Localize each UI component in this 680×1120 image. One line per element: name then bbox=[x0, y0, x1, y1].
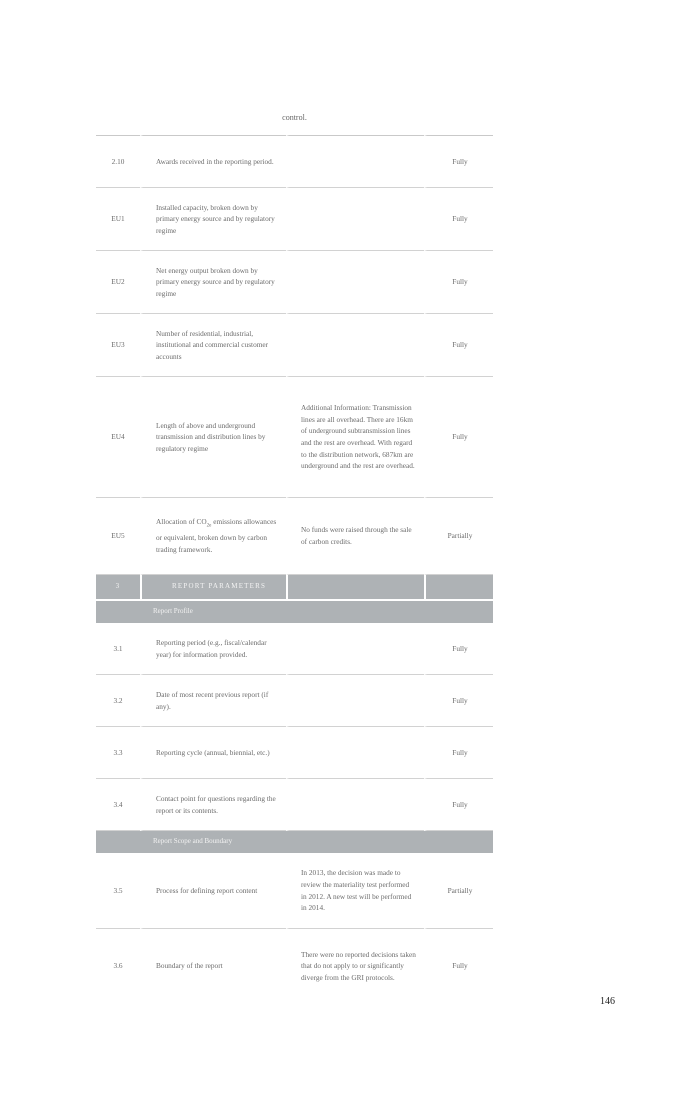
table-row bbox=[96, 377, 493, 498]
indicator-info bbox=[286, 188, 424, 251]
indicator-number: EU3 bbox=[96, 314, 140, 377]
reporting-status: Fully bbox=[424, 929, 493, 1003]
indicator-info: No funds were raised through the sale of carbon credits. bbox=[286, 498, 424, 575]
indicator-info bbox=[286, 727, 424, 779]
indicator-description: Reporting period (e.g., fiscal/calendar year) for information provided. bbox=[140, 623, 286, 675]
table-row bbox=[96, 727, 493, 779]
reporting-status: Fully bbox=[424, 188, 493, 251]
indicator-description bbox=[140, 498, 286, 575]
indicator-description: Awards received in the reporting period. bbox=[140, 135, 286, 188]
reporting-status: Fully bbox=[424, 623, 493, 675]
reporting-status: Fully bbox=[424, 251, 493, 314]
reporting-status: Fully bbox=[424, 675, 493, 727]
gri-index-table bbox=[96, 135, 493, 1003]
indicator-number: 3.1 bbox=[96, 623, 140, 675]
indicator-info bbox=[286, 779, 424, 831]
indicator-number: EU1 bbox=[96, 188, 140, 251]
indicator-number: 3.2 bbox=[96, 675, 140, 727]
indicator-description: Process for defining report content bbox=[140, 853, 286, 929]
table-row bbox=[96, 135, 493, 188]
indicator-number: 2.10 bbox=[96, 135, 140, 188]
indicator-description: Boundary of the report bbox=[140, 929, 286, 1003]
indicator-description: Installed capacity, broken down by primary energy source and by regulatory regime bbox=[140, 188, 286, 251]
indicator-description: Date of most recent previous report (if any). bbox=[140, 675, 286, 727]
reporting-status: Partially bbox=[424, 498, 493, 575]
reporting-status: Fully bbox=[424, 727, 493, 779]
reporting-status: Partially bbox=[424, 853, 493, 929]
subsection-header-row bbox=[96, 601, 493, 623]
indicator-number: 3.4 bbox=[96, 779, 140, 831]
section-header-row bbox=[96, 575, 493, 601]
indicator-info: There were no reported decisions taken that do not apply to or significantly diverge from the GRI protocols. bbox=[286, 929, 424, 1003]
continuation-text: control. bbox=[282, 113, 307, 122]
page-number: 146 bbox=[600, 996, 615, 1007]
indicator-info: In 2013, the decision was made to review the materiality test performed in 2012. A new test will be performed in 2014. bbox=[286, 853, 424, 929]
indicator-number: EU2 bbox=[96, 251, 140, 314]
section-blank-cell bbox=[286, 575, 424, 601]
indicator-description: Reporting cycle (annual, biennial, etc.) bbox=[140, 727, 286, 779]
table-row bbox=[96, 188, 493, 251]
section-blank-cell bbox=[424, 575, 493, 601]
indicator-number: 3.3 bbox=[96, 727, 140, 779]
indicator-info bbox=[286, 135, 424, 188]
table-row bbox=[96, 675, 493, 727]
indicator-description: Contact point for questions regarding the report or its contents. bbox=[140, 779, 286, 831]
indicator-number: 3.5 bbox=[96, 853, 140, 929]
table-row bbox=[96, 853, 493, 929]
table-row bbox=[96, 251, 493, 314]
reporting-status: Fully bbox=[424, 135, 493, 188]
table-row bbox=[96, 498, 493, 575]
indicator-info bbox=[286, 251, 424, 314]
subsection-header-row bbox=[96, 831, 493, 853]
indicator-number: EU5 bbox=[96, 498, 140, 575]
table-row bbox=[96, 623, 493, 675]
indicator-info: Additional Information: Transmission lines are all overhead. There are 16km of underground subtransmission lines and the rest are overhead. With regard to the distribution network, 687km are underground and the rest are overhead. bbox=[286, 377, 424, 498]
indicator-info bbox=[286, 623, 424, 675]
reporting-status: Fully bbox=[424, 314, 493, 377]
indicator-description: Net energy output broken down by primary energy source and by regulatory regime bbox=[140, 251, 286, 314]
section-number: 3 bbox=[96, 575, 140, 601]
section-title: REPORT PARAMETERS bbox=[140, 575, 286, 601]
indicator-number: EU4 bbox=[96, 377, 140, 498]
reporting-status: Fully bbox=[424, 377, 493, 498]
desc-part: emissions allowances or equivalent, broken down by carbon trading framework. bbox=[156, 517, 277, 555]
subsection-title: Report Scope and Boundary bbox=[96, 831, 493, 853]
table-row bbox=[96, 314, 493, 377]
indicator-info bbox=[286, 314, 424, 377]
desc-part: Allocation of CO bbox=[156, 517, 207, 527]
indicator-description: Length of above and underground transmission and distribution lines by regulatory regime bbox=[140, 377, 286, 498]
indicator-number: 3.6 bbox=[113, 961, 123, 971]
indicator-description: Number of residential, industrial, institutional and commercial customer accounts bbox=[140, 314, 286, 377]
desc-subscript: 2e bbox=[206, 523, 212, 529]
indicator-info bbox=[286, 675, 424, 727]
reporting-status: Fully bbox=[424, 779, 493, 831]
table-row bbox=[96, 779, 493, 831]
subsection-title: Report Profile bbox=[96, 601, 493, 623]
table-row bbox=[96, 929, 493, 1003]
